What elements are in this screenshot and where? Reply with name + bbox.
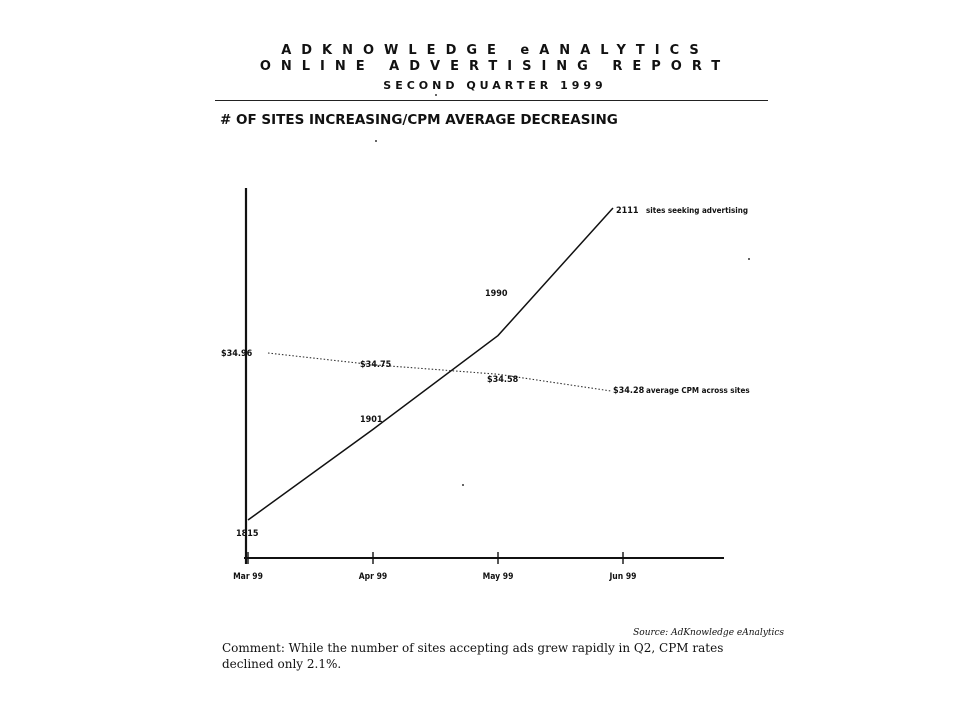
cpm-data-label: $34.96 (221, 349, 253, 359)
series-cpm-line (268, 353, 611, 391)
x-tick-label: May 99 (482, 572, 514, 582)
x-tick-label: Apr 99 (358, 572, 388, 582)
cpm-data-label: $34.58 (487, 375, 519, 385)
sites-data-label: 1815 (236, 529, 259, 539)
chart-lines (248, 208, 613, 520)
scan-speck (435, 94, 437, 96)
chart-title: # OF SITES INCREASING/CPM AVERAGE DECREASING (220, 112, 618, 128)
report-brand-title: ADKNOWLEDGE eANALYTICS (281, 43, 709, 58)
source-note: Source: AdKnowledge eAnalytics (633, 628, 784, 638)
x-tick-label: Jun 99 (609, 572, 637, 582)
scan-speck (462, 484, 464, 486)
report-period: SECOND QUARTER 1999 (383, 79, 607, 92)
report-name: ONLINE ADVERTISING REPORT (259, 59, 731, 74)
sites-data-label: 1990 (485, 289, 508, 299)
cpm-data-label: $34.75 (360, 360, 392, 370)
cpm-data-label: $34.28 (613, 386, 645, 396)
comment-text: Comment: While the number of sites accepting ads grew rapidly in Q2, CPM rates declined only 2.1%. (222, 641, 724, 671)
cpm-series-name: average CPM across sites (646, 386, 750, 395)
scan-speck (375, 140, 377, 142)
chart-axes (233, 188, 724, 582)
sites-data-label: 1901 (360, 415, 383, 425)
sites-data-label: 2111 (616, 206, 639, 216)
x-tick-label: Mar 99 (233, 572, 263, 582)
series-sites-line (248, 208, 613, 520)
scan-speck (748, 258, 750, 260)
sites-series-name: sites seeking advertising (646, 206, 749, 215)
chart-labels (221, 206, 750, 539)
